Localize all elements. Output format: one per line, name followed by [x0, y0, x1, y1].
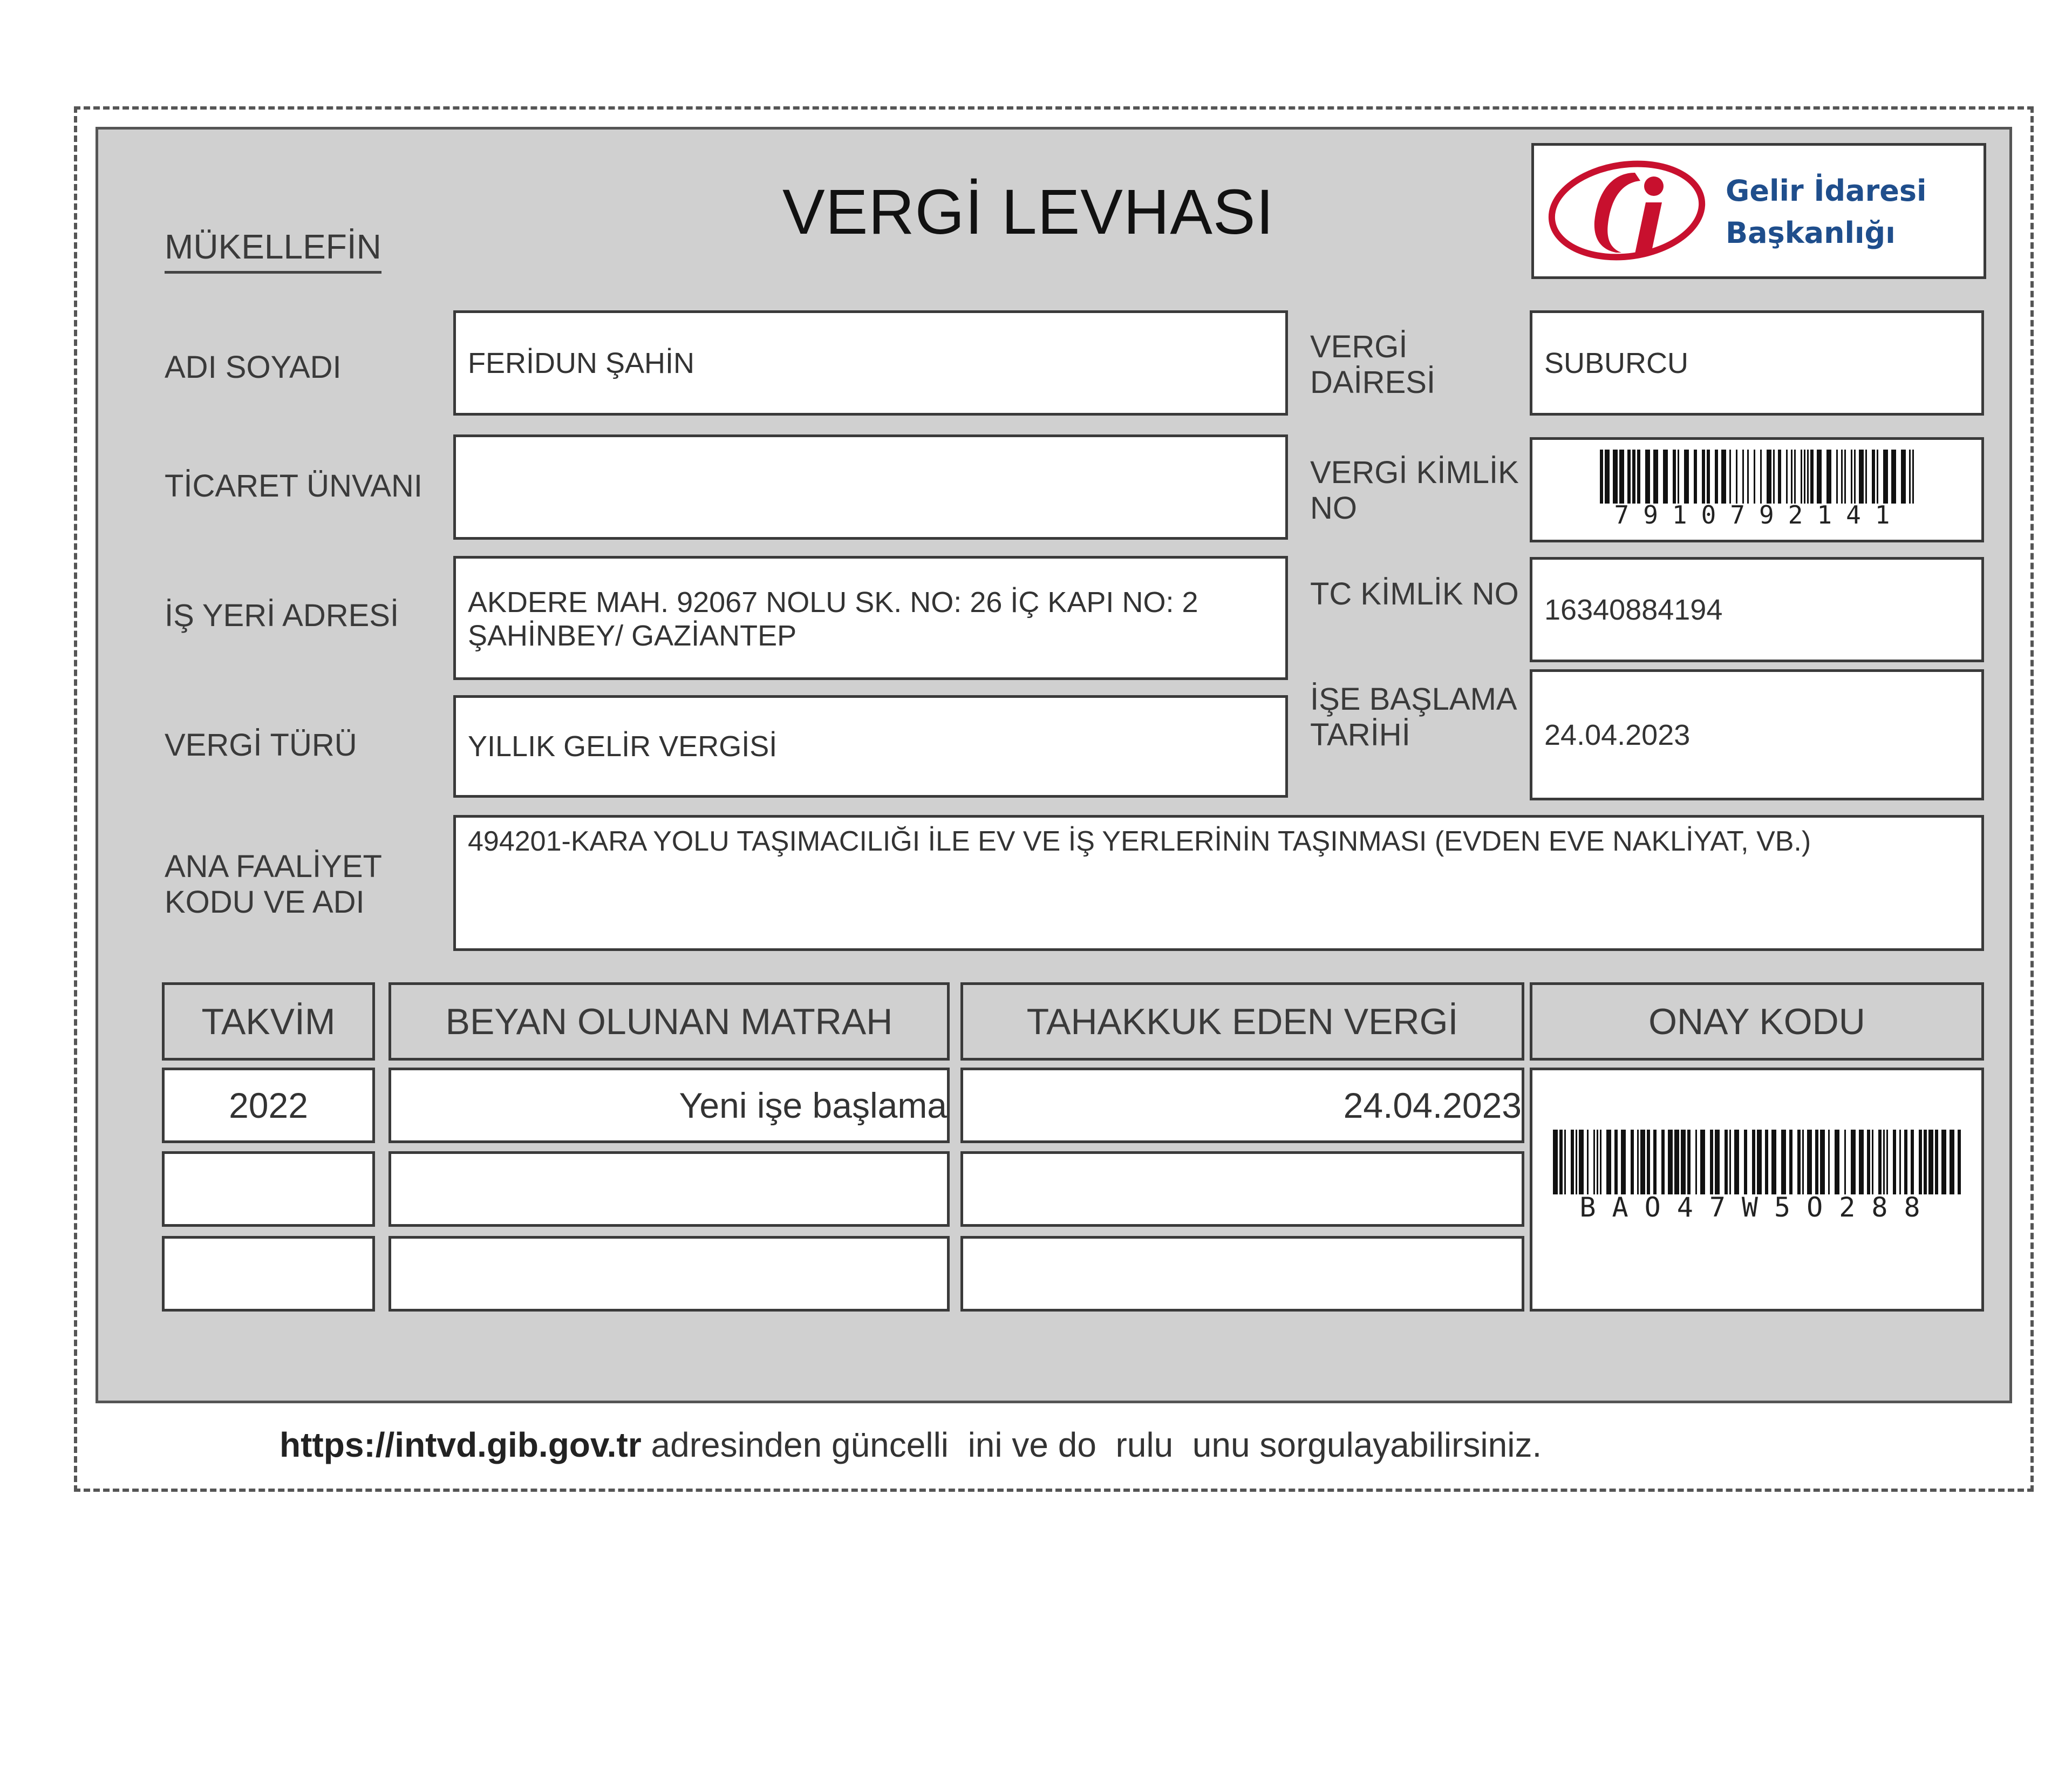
field-tc-kimlik-no: [1530, 557, 1984, 662]
barcode-bar: [1605, 450, 1610, 504]
barcode-bar: [1632, 450, 1635, 504]
label-tc-kimlik-no: TC KİMLİK NO: [1310, 576, 1519, 612]
barcode-bar: [1844, 450, 1846, 504]
barcode-bar: [1815, 1130, 1818, 1194]
label-vergi-kimlik-no: [1310, 455, 1519, 526]
field-adi-soyadi: [453, 310, 1288, 416]
barcode-bar: [1757, 1130, 1762, 1194]
barcode-bar: [1912, 450, 1914, 504]
field-is-yeri-adresi: [453, 556, 1288, 680]
barcode-bar: [1576, 1130, 1577, 1194]
header-tahakkuk-eden-vergi: TAHAKKUK EDEN VERGİ: [960, 982, 1524, 1061]
document-title: VERGİ LEVHASI: [782, 176, 1274, 248]
barcode-bar: [1807, 1130, 1812, 1194]
field-vergi-dairesi: [1530, 310, 1984, 416]
value-adres-line2: ŞAHİNBEY/ GAZİANTEP: [468, 620, 797, 652]
footer-note: [280, 1425, 1542, 1465]
label-ana-faaliyet-line2: KODU VE ADI: [165, 885, 365, 920]
barcode-bar: [1627, 450, 1631, 504]
barcode-bar: [1844, 1130, 1846, 1194]
label-ise-baslama: [1310, 682, 1517, 753]
barcode-bar: [1891, 450, 1896, 504]
barcode-bar: [1810, 450, 1814, 504]
field-vergi-turu: [453, 695, 1288, 798]
barcode-bar: [1778, 450, 1781, 504]
barcode-bar: [1734, 1130, 1739, 1194]
label-adi-soyadi: ADI SOYADI: [165, 350, 342, 385]
barcode-bar: [1958, 1130, 1961, 1194]
barcode-bar: [1710, 1130, 1713, 1194]
barcode-bar: [1828, 1130, 1830, 1194]
value-adres-line1: AKDERE MAH. 92067 NOLU SK. NO: 26 İÇ KAPI NO: 2: [468, 586, 1198, 619]
label-ise-baslama-line2: TARİHİ: [1310, 717, 1410, 752]
value-vergi-turu: YILLIK GELİR VERGİSİ: [468, 730, 778, 763]
header-onay-kodu: ONAY KODU: [1530, 982, 1984, 1061]
barcode-bar: [1640, 1130, 1645, 1194]
barcode-bar: [1765, 1130, 1768, 1194]
gib-logo-icon: [1546, 157, 1713, 264]
barcode-bar: [1742, 450, 1744, 504]
barcode-bar: [1804, 450, 1805, 504]
row-1-takvim: 2022: [162, 1068, 375, 1143]
label-vergi-turu: VERGİ TÜRÜ: [165, 728, 357, 763]
barcode-bar: [1781, 1130, 1786, 1194]
barcode-bar: [1872, 1130, 1873, 1194]
barcode-bar: [1797, 1130, 1801, 1194]
barcode-bar: [1684, 450, 1689, 504]
footer-url[interactable]: https://intvd.gib.gov.tr: [280, 1425, 642, 1464]
barcode-bar: [1878, 1130, 1882, 1194]
onay-barcode: [1553, 1130, 1963, 1194]
row-2-takvim: [162, 1151, 375, 1227]
barcode-bar: [1791, 450, 1792, 504]
barcode-bar: [1883, 450, 1888, 504]
barcode-bar: [1587, 1130, 1589, 1194]
barcode-bar: [1564, 1130, 1566, 1194]
barcode-bar: [1752, 1130, 1755, 1194]
barcode-bar: [1911, 1130, 1914, 1194]
barcode-bar: [1559, 1130, 1563, 1194]
barcode-bar: [1673, 450, 1676, 504]
barcode-bar: [1645, 450, 1650, 504]
barcode-bar: [1715, 450, 1718, 504]
barcode-bar: [1802, 1130, 1804, 1194]
barcode-bar: [1661, 1130, 1665, 1194]
barcode-bar: [1694, 450, 1697, 504]
barcode-bar: [1600, 1130, 1601, 1194]
barcode-bar: [1786, 450, 1788, 504]
label-ticaret-unvani: TİCARET ÜNVANI: [165, 468, 423, 504]
section-label: MÜKELLEFİN: [165, 227, 381, 274]
barcode-bar: [1826, 450, 1831, 504]
barcode-bar: [1621, 1130, 1626, 1194]
row-2-matrah: [388, 1151, 950, 1227]
barcode-bar: [1899, 1130, 1901, 1194]
value-vergi-dairesi: SUBURCU: [1544, 347, 1689, 379]
barcode-bar: [1571, 1130, 1574, 1194]
barcode-bar: [1725, 1130, 1728, 1194]
barcode-bar: [1663, 450, 1668, 504]
row-3-matrah: [388, 1236, 950, 1312]
onay-kodu-cell: [1530, 1068, 1984, 1312]
barcode-bar: [1941, 1130, 1946, 1194]
barcode-bar: [1854, 450, 1856, 504]
barcode-bar: [1865, 450, 1867, 504]
barcode-bar: [1700, 1130, 1705, 1194]
barcode-bar: [1836, 450, 1838, 504]
label-ise-baslama-line1: İŞE BAŞLAMA: [1310, 682, 1517, 717]
barcode-bar: [1883, 1130, 1885, 1194]
vkn-barcode-text: 7910792141: [1614, 500, 1904, 529]
barcode-bar: [1919, 1130, 1922, 1194]
header-takvim: TAKVİM: [162, 982, 375, 1061]
label-vkn-line1: VERGİ KİMLİK: [1310, 455, 1519, 490]
field-ise-baslama-tarihi: [1530, 669, 1984, 800]
barcode-bar: [1619, 450, 1624, 504]
barcode-bar: [1817, 450, 1822, 504]
barcode-bar: [1653, 450, 1658, 504]
barcode-bar: [1729, 1130, 1731, 1194]
barcode-bar: [1754, 450, 1755, 504]
barcode-bar: [1579, 1130, 1584, 1194]
barcode-bar: [1893, 1130, 1896, 1194]
row-3-vergi: [960, 1236, 1524, 1312]
barcode-bar: [1631, 1130, 1634, 1194]
barcode-bar: [1760, 450, 1762, 504]
value-ana-faaliyet: 494201-KARA YOLU TAŞIMACILIĞI İLE EV VE İŞ YERLERİNİN TAŞINMASI (EVDEN EVE NAKLİYAT, VB.): [468, 826, 1811, 857]
barcode-bar: [1771, 1130, 1776, 1194]
barcode-bar: [1872, 450, 1875, 504]
barcode-bar: [1820, 1130, 1825, 1194]
logo-line-1: Gelir İdaresi: [1726, 174, 1927, 208]
barcode-bar: [1935, 1130, 1938, 1194]
barcode-bar: [1597, 1130, 1598, 1194]
gib-logo: [1531, 143, 1986, 279]
label-ana-faaliyet: [165, 849, 382, 920]
field-ana-faaliyet: [453, 815, 1984, 951]
barcode-bar: [1909, 450, 1911, 504]
barcode-bar: [1773, 450, 1775, 504]
barcode-bar: [1859, 450, 1864, 504]
field-ticaret-unvani: [453, 434, 1288, 540]
barcode-bar: [1801, 450, 1802, 504]
value-tc-kimlik-no: 16340884194: [1544, 593, 1723, 626]
vkn-barcode: [1600, 450, 1918, 504]
barcode-bar: [1613, 450, 1618, 504]
barcode-bar: [1637, 450, 1640, 504]
barcode-bar: [1637, 1130, 1639, 1194]
barcode-bar: [1702, 450, 1705, 504]
barcode-bar: [1789, 1130, 1792, 1194]
barcode-bar: [1851, 1130, 1856, 1194]
barcode-bar: [1928, 1130, 1933, 1194]
barcode-bar: [1841, 450, 1843, 504]
row-1-matrah: Yeni işe başlama: [388, 1068, 950, 1143]
barcode-bar: [1807, 450, 1809, 504]
value-adi-soyadi: FERİDUN ŞAHİN: [468, 347, 695, 379]
barcode-bar: [1653, 1130, 1657, 1194]
barcode-bar: [1794, 450, 1796, 504]
field-vergi-kimlik-no: [1530, 437, 1984, 542]
label-vkn-line2: NO: [1310, 491, 1357, 526]
barcode-bar: [1668, 1130, 1673, 1194]
barcode-bar: [1859, 1130, 1864, 1194]
barcode-bar: [1614, 1130, 1618, 1194]
label-is-yeri-adresi: İŞ YERİ ADRESİ: [165, 598, 399, 633]
barcode-bar: [1600, 450, 1603, 504]
barcode-bar: [1904, 1130, 1907, 1194]
onay-barcode-text: BAO47W5O288: [1579, 1192, 1937, 1223]
row-2-vergi: [960, 1151, 1524, 1227]
barcode-bar: [1681, 1130, 1686, 1194]
barcode-bar: [1924, 1130, 1927, 1194]
barcode-bar: [1736, 450, 1737, 504]
label-vergi-dairesi-line2: DAİRESİ: [1310, 365, 1436, 400]
barcode-bar: [1695, 1130, 1697, 1194]
value-ise-baslama-tarihi: 24.04.2023: [1544, 718, 1691, 751]
label-vergi-dairesi-line1: VERGİ: [1310, 329, 1408, 364]
barcode-bar: [1877, 450, 1878, 504]
barcode-bar: [1867, 1130, 1870, 1194]
barcode-bar: [1606, 1130, 1611, 1194]
logo-line-2: Başkanlığı: [1726, 216, 1896, 250]
barcode-bar: [1729, 450, 1731, 504]
barcode-bar: [1835, 1130, 1839, 1194]
barcode-bar: [1901, 450, 1906, 504]
row-1-vergi: 24.04.2023: [960, 1068, 1524, 1143]
label-ana-faaliyet-line1: ANA FAALİYET: [165, 849, 382, 884]
barcode-bar: [1647, 1130, 1650, 1194]
barcode-bar: [1553, 1130, 1558, 1194]
barcode-bar: [1707, 450, 1710, 504]
barcode-bar: [1886, 1130, 1888, 1194]
barcode-bar: [1950, 1130, 1954, 1194]
barcode-bar: [1687, 1130, 1691, 1194]
header-beyan-olunan-matrah: BEYAN OLUNAN MATRAH: [388, 982, 950, 1061]
barcode-bar: [1678, 450, 1679, 504]
barcode-bar: [1715, 1130, 1720, 1194]
barcode-bar: [1721, 450, 1726, 504]
footer-text: adresinden güncelli ini ve do rulu unu sorgulayabilirsiniz.: [641, 1425, 1542, 1464]
barcode-bar: [1674, 1130, 1679, 1194]
barcode-bar: [1767, 450, 1771, 504]
barcode-bar: [1744, 1130, 1747, 1194]
barcode-bar: [1851, 450, 1852, 504]
row-3-takvim: [162, 1236, 375, 1312]
barcode-bar: [1593, 1130, 1595, 1194]
label-vergi-dairesi: [1310, 329, 1435, 400]
barcode-bar: [1747, 450, 1749, 504]
